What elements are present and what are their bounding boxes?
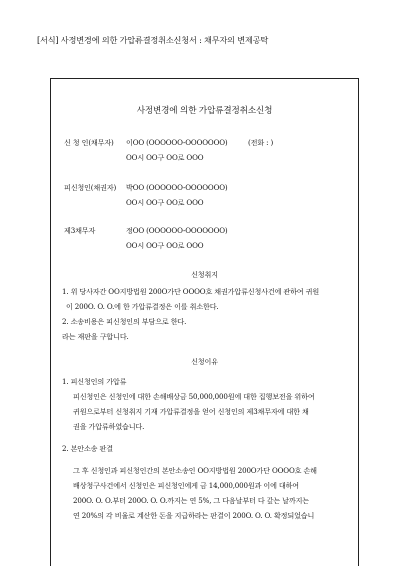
purpose-item2: 2. 소송비용은 피신청인의 부담으로 한다.: [62, 317, 187, 326]
reason-section1-line2: 귀원으로부터 신청취지 기재 가압류결정을 얻어 신청인의 제3채무자에 대한 채: [73, 407, 309, 416]
respondent-label: 피신청인(채권자): [64, 183, 117, 192]
respondent-address: OO시 OO구 OO로 OOO: [126, 198, 204, 207]
reason-section2-title: 2. 본안소송 판결: [62, 444, 113, 453]
document-title: 사정변경에 의한 가압류결정취소신청: [136, 106, 273, 116]
applicant-phone: (전화 : ): [248, 138, 274, 147]
third-debtor-label: 제3채무자: [64, 226, 96, 235]
respondent-name: 박OO (OOOOOO-OOOOOOO): [126, 183, 228, 192]
purpose-item1-line2: 이 200O. O. O.에 한 가압류결정은 이를 취소한다.: [66, 302, 219, 311]
reason-section1-line3: 권을 가압류하였습니다.: [73, 422, 145, 431]
reason-section2-line3: 200O. O. O.부터 200O. O. O.까지는 연 5%, 그 다음날부터 다 갚는 날까지는: [73, 496, 309, 505]
third-debtor-address: OO시 OO구 OO로 OOO: [126, 241, 204, 250]
applicant-name: 이OO (OOOOOO-OOOOOOO): [126, 138, 228, 147]
reason-heading: 신청이유: [191, 357, 218, 366]
applicant-label: 신 청 인(채무자): [64, 138, 114, 147]
reason-section2-line1: 그 후 신청인과 피신청인간의 본안소송인 OO지방법원 200O가단 OOOO호 손해: [73, 466, 317, 475]
reason-section2-line2: 배상청구사건에서 신청인은 피신청인에게 금 14,000,000원과 이에 대하여: [73, 481, 300, 490]
reason-section2-line4: 연 20%의 각 비율로 계산한 돈을 지급하라는 판결이 200O. O. O. 확정되었습니: [73, 511, 315, 520]
purpose-heading: 신청취지: [191, 270, 218, 279]
purpose-closing: 라는 재판을 구합니다.: [62, 332, 129, 341]
reason-section1-line1: 피신청인은 신청인에 대한 손해배상금 50,000,000원에 대한 집행보전을 위하여: [73, 392, 315, 401]
third-debtor-name: 정OO (OOOOOO-OOOOOOO): [126, 226, 228, 235]
applicant-address: OO시 OO구 OO로 OOO: [126, 153, 204, 162]
purpose-item1-line1: 1. 위 당사자간 OO지방법원 200O가단 OOOO호 채권가압류신청사건에 관하여 귀원: [62, 287, 320, 296]
document-caption: [서식] 사정변경에 의한 가압류결정취소신청서 : 채무자의 변제공탁: [37, 35, 269, 45]
reason-section1-title: 1. 피신청인의 가압류: [62, 377, 127, 386]
